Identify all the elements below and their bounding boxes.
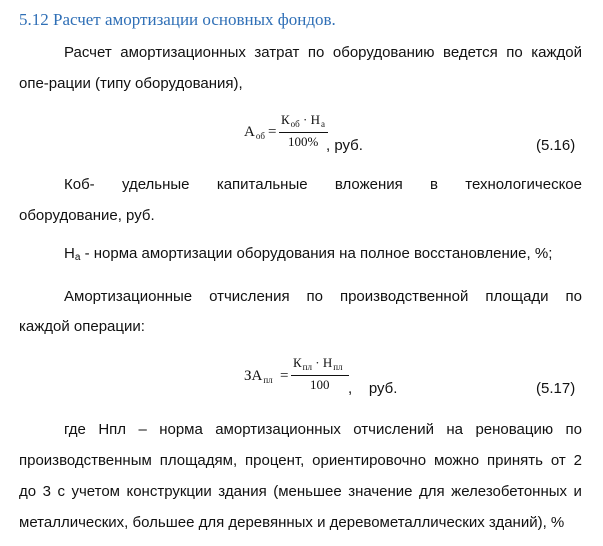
word: амортизационных (120, 44, 246, 61)
word: амортизационных (215, 421, 341, 438)
word: на (446, 421, 464, 438)
word: от (550, 452, 566, 469)
word: 2 (573, 452, 582, 469)
word: площади (485, 288, 549, 305)
word: где (64, 421, 86, 438)
def1-line1 (64, 176, 582, 193)
word: по (306, 288, 323, 305)
word: технологическое (465, 176, 582, 193)
word: площадям, (159, 452, 238, 469)
word: можно (433, 452, 480, 469)
word: в (430, 176, 438, 193)
word: затрат (254, 44, 300, 61)
paragraph1-line2: опе-рации (типу оборудования), (19, 75, 243, 92)
paragraph2-line1 (64, 288, 582, 305)
word: Коб- (64, 176, 95, 193)
word: ведется (443, 44, 498, 61)
paragraph3-line3 (19, 483, 582, 500)
formula1-equals: = (268, 124, 277, 140)
word: Расчет (64, 44, 112, 61)
formula2-equals: = (280, 368, 289, 384)
word: железобетонных (451, 483, 568, 500)
word: каждой (531, 44, 582, 61)
paragraph3-line4: металлических, большее для деревянных и деревометаллических зданий), % (19, 514, 565, 531)
section-heading: 5.12 Расчет амортизации основных фондов. (19, 10, 336, 29)
word: принять (486, 452, 543, 469)
formula2-unit: , руб. (348, 380, 398, 397)
word: по (307, 44, 325, 61)
paragraph3-line2 (19, 452, 582, 469)
formula1-lhs: $А_{об}$ (244, 124, 265, 141)
formula1-numerator: $К_{об} \cdot Н_а$ (281, 112, 325, 129)
formula2-number: (5.17) (536, 380, 576, 397)
formula2-numerator: $К_{пл} \cdot Н_{пл}$ (293, 355, 343, 372)
formula1-unit: , руб. (326, 137, 363, 154)
word: отчисления (209, 288, 290, 305)
word: производственным (19, 452, 152, 469)
word: здания (218, 483, 267, 500)
paragraph1-line1 (64, 44, 582, 61)
word: с (57, 483, 65, 500)
formula1-fraction-bar (279, 132, 328, 133)
word: конструкции (126, 483, 212, 500)
word: оборудованию (332, 44, 435, 61)
word: по (565, 421, 582, 438)
word: и (573, 483, 582, 500)
word: Амортизационные (64, 288, 193, 305)
word: для (419, 483, 445, 500)
paragraph3-line1 (64, 421, 582, 438)
word: учетом (71, 483, 120, 500)
word: отчислений (353, 421, 434, 438)
word: (меньшее (273, 483, 342, 500)
formula2-lhs: $ЗА_{пл}$ (244, 368, 273, 385)
formula2-fraction-bar (291, 375, 349, 376)
word: – (138, 421, 147, 438)
def1-line2: оборудование, руб. (19, 207, 155, 224)
paragraph2-line2: каждой операции: (19, 318, 145, 335)
word: по (506, 44, 523, 61)
formula2-denominator: 100 (310, 377, 330, 392)
word: производственной (339, 288, 469, 305)
word: удельные (121, 176, 190, 193)
word: до (19, 483, 37, 500)
formula1-denominator: 100% (288, 134, 319, 149)
def2-line: На - норма амортизации оборудования на полное восстановление, %; (64, 245, 553, 263)
word: значение (348, 483, 413, 500)
word: ориентировочно (312, 452, 427, 469)
word: 3 (42, 483, 51, 500)
word: норма (159, 421, 203, 438)
word: процент, (245, 452, 305, 469)
word: реновацию (475, 421, 554, 438)
word: по (565, 288, 582, 305)
word: Нпл (98, 421, 127, 438)
word: капитальные (216, 176, 308, 193)
word: вложения (334, 176, 403, 193)
formula1-number: (5.16) (536, 137, 576, 154)
